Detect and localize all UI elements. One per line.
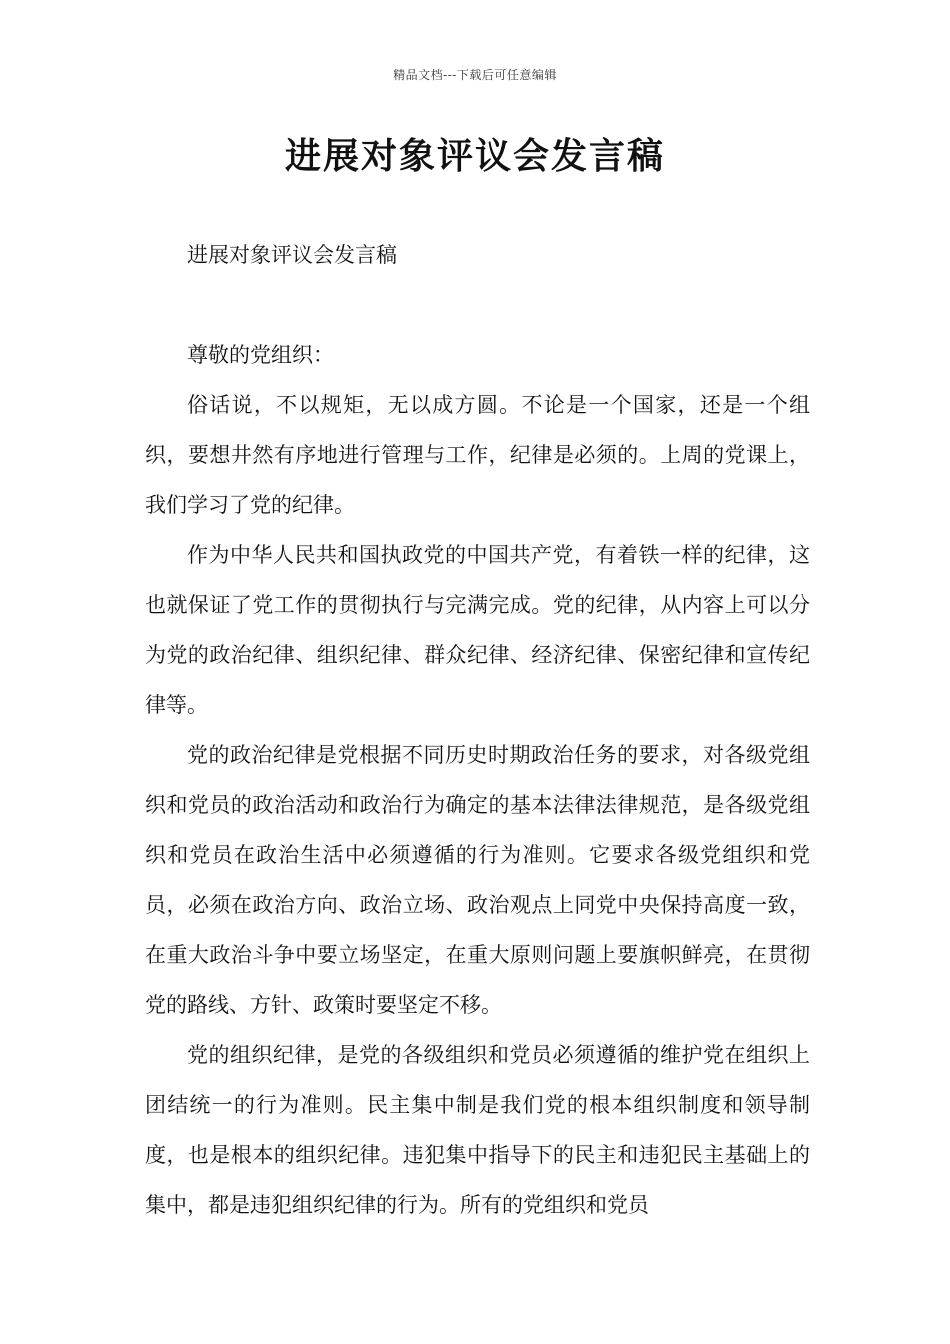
paragraph: 党的组织纪律，是党的各级组织和党员必须遵循的维护党在组织上团结统一的行为准则。民主集中制是我们党的根本组织制度和领导制度，也是根本的组织纪律。违犯集中指导下的民主和违犯民主基础上的集中，都是违犯组织纪律的行为。所有的党组织和党员: [145, 1043, 810, 1217]
salutation: 尊敬的党组织：: [187, 343, 334, 367]
paragraph: 党的政治纪律是党根据不同历史时期政治任务的要求，对各级党组织和党员的政治活动和政治行为确定的基本法律法律规范，是各级党组织和党员在政治生活中必须遵循的行为准则。它要求各级党组织和党员，必须在政治方向、政治立场、政治观点上同党中央保持高度一致，在重大政治斗争中要立场坚定，在重大原则问题上要旗帜鲜亮，在贯彻党的路线、方针、政策时要坚定不移。: [145, 743, 810, 1017]
paragraph: 作为中华人民共和国执政党的中国共产党，有着铁一样的纪律，这也就保证了党工作的贯彻执行与完满完成。党的纪律，从内容上可以分为党的政治纪律、组织纪律、群众纪律、经济纪律、保密纪律和宣传纪律等。: [145, 543, 810, 717]
page-header-note: 精品文档---下载后可任意编辑: [393, 68, 557, 82]
document-title: 进展对象评议会发言稿: [284, 135, 665, 177]
paragraph: 俗话说，不以规矩，无以成方圆。不论是一个国家，还是一个组织，要想井然有序地进行管理与工作，纪律是必须的。上周的党课上，我们学习了党的纪律。: [145, 393, 810, 517]
document-body: [145, 230, 810, 1230]
document-subtitle: 进展对象评议会发言稿: [187, 243, 397, 267]
